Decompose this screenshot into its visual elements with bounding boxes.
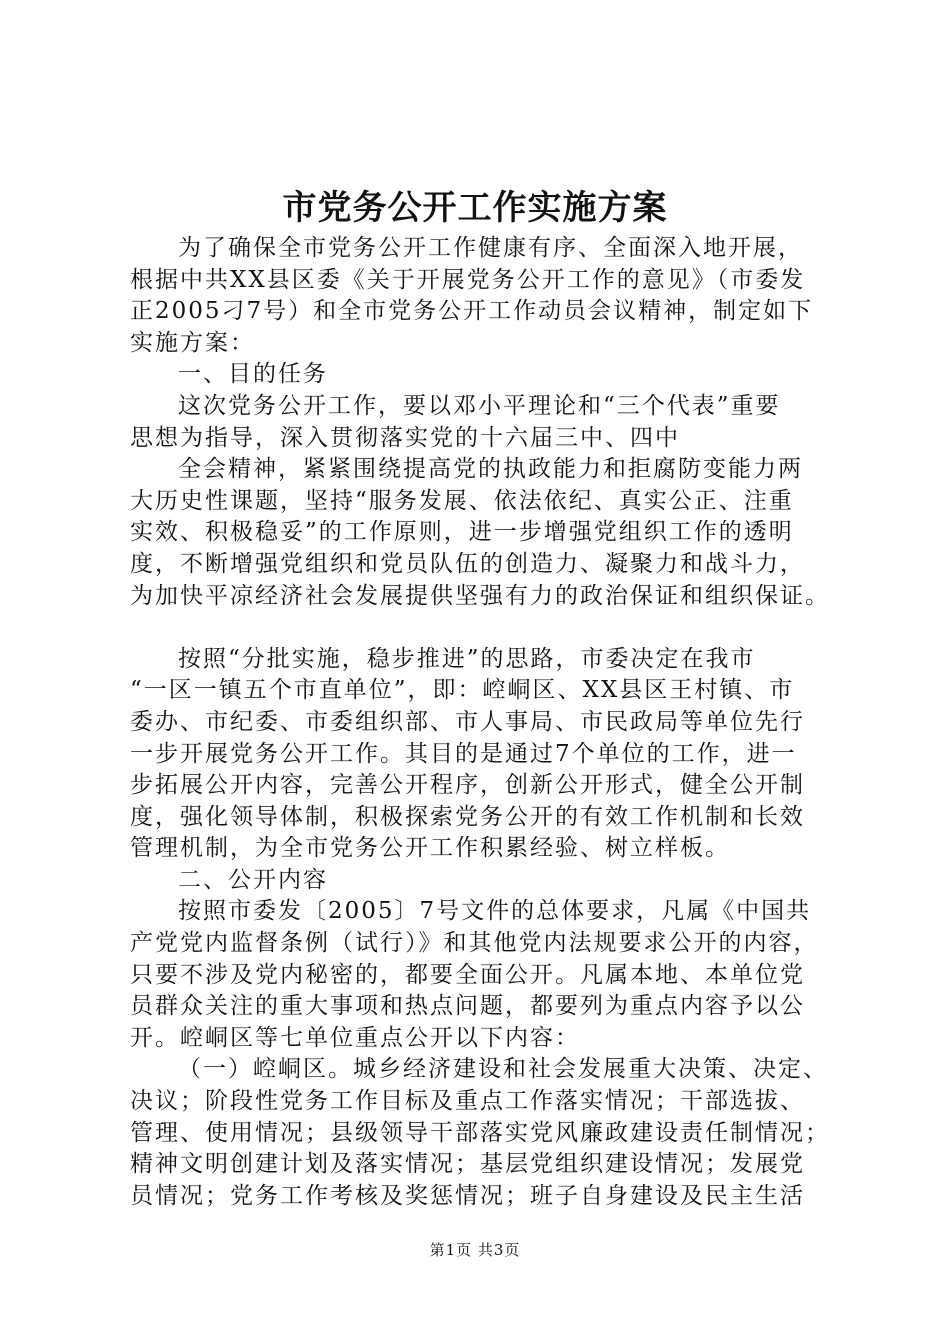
body-line: 开。崆峒区等七单位重点公开以下内容： [130,1024,580,1051]
body-line: 按照“分批实施，稳步推进”的思路，市委决定在我市 [178,645,756,672]
body-line: 决议；阶段性党务工作目标及重点工作落实情况；干部选拔、 [130,1088,805,1115]
blank-line [130,612,845,644]
body-line: 这次党务公开工作，要以邓小平理论和“三个代表”重要 [178,392,781,419]
body-line: 只要不涉及党内秘密的，都要全面公开。凡属本地、本单位党 [130,961,805,988]
body-line: 度，不断增强党组织和党员队伍的创造力、凝聚力和战斗力， [130,550,805,577]
body-line: 产党党内监督条例（试行）》和其他党内法规要求公开的内容， [130,930,819,957]
document-body [130,233,845,1212]
body-line: 度，强化领导体制，积极探索党务公开的有效工作机制和长效 [130,803,805,830]
body-line: 员情况；党务工作考核及奖惩情况；班子自身建设及民主生活 [130,1182,805,1209]
body-line: 委办、市纪委、市委组织部、市人事局、市民政局等单位先行 [130,708,805,735]
body-line: 实效、积极稳妥”的工作原则，进一步增强党组织工作的透明 [130,519,794,546]
body-line: “一区一镇五个市直单位”，即：崆峒区、XX县区王村镇、市 [130,677,795,704]
page-footer: 第1页 共3页 [429,1241,521,1259]
body-line: 员群众关注的重大事项和热点问题，都要列为重点内容予以公 [130,993,805,1020]
body-line: 实施方案： [130,329,255,356]
body-line: 一、目的任务 [178,361,328,388]
body-line: 管理、使用情况；县级领导干部落实党风廉政建设责任制情况； [130,1119,830,1146]
body-line: 正2005刁7号）和全市党务公开工作动员会议精神，制定如下 [130,298,814,325]
body-line: 一步开展党务公开工作。其目的是通过7个单位的工作，进一 [130,740,797,767]
body-line: 精神文明创建计划及落实情况；基层党组织建设情况；发展党 [130,1151,805,1178]
body-line: 二、公开内容 [178,866,328,893]
body-line: 管理机制，为全市党务公开工作积累经验、树立样板。 [130,835,730,862]
body-line: 根据中共XX县区委《关于开展党务公开工作的意见》（市委发 [130,266,806,293]
body-line: 思想为指导，深入贯彻落实党的十六届三中、四中 [130,424,680,451]
body-line: 步拓展公开内容，完善公开程序，创新公开形式，健全公开制 [130,772,805,799]
body-line: 全会精神，紧紧围绕提高党的执政能力和拒腐防变能力两 [178,456,803,483]
document-title: 市党务公开工作实施方案 [282,188,668,228]
body-line: 为加快平凉经济社会发展提供坚强有力的政治保证和组织保证。 [130,582,830,609]
body-line: 按照市委发〔2005〕7号文件的总体要求，凡属《中国共 [178,898,812,925]
body-line: （一）崆峒区。城乡经济建设和社会发展重大决策、决定、 [178,1056,828,1083]
body-line: 为了确保全市党务公开工作健康有序、全面深入地开展， [178,235,803,261]
body-line: 大历史性课题，坚持“服务发展、依法依纪、真实公正、注重 [130,487,794,514]
